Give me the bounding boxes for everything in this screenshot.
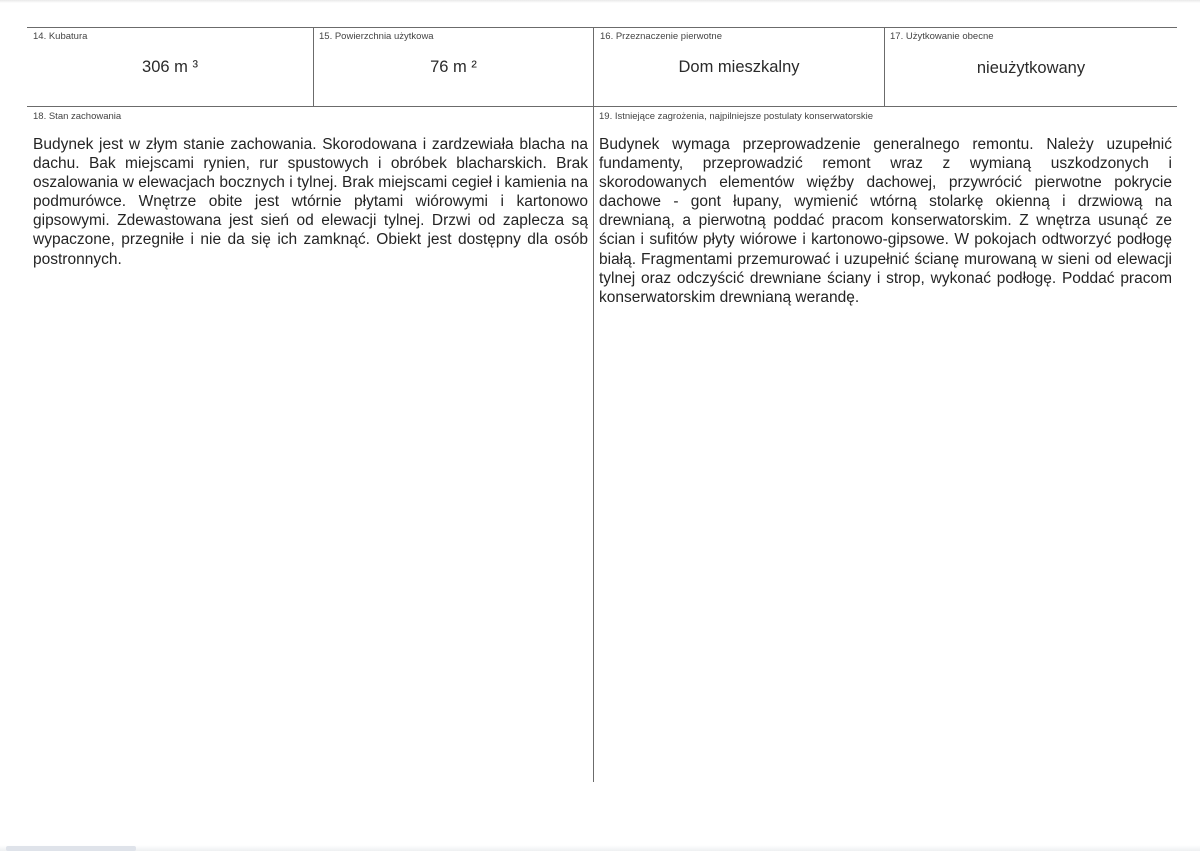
powierzchnia-value: 76 m ²	[430, 58, 477, 76]
row-divider	[27, 106, 1177, 107]
przeznaczenie-label: 16. Przeznaczenie pierwotne	[600, 31, 722, 42]
stan-label: 18. Stan zachowania	[33, 111, 122, 122]
stan-text: Budynek jest w złym stanie zachowania. Skorodowana i zardzewiała blacha na dachu. Bak miejscami rynien, rur spustowych i obróbek blacharskich. Brak oszalowania w elewacjach bocznych i tylnej. Brak miejscami cegieł i kamienia na podmurówce. Wnętrze obite jest wtórnie płytami wiórowymi i kartonowo gipsowymi. Zdewastowana jest sień od elewacji tylnej. Drzwi od zaplecza są wypaczone, przegniłe i nie da się ich zamknąć. Obiekt jest dostępny dla osób postronnych.	[33, 136, 588, 268]
scan-smudge	[6, 846, 136, 851]
powierzchnia-label: 15. Powierzchnia użytkowa	[319, 31, 434, 42]
kubatura-label: 14. Kubatura	[33, 31, 88, 42]
uzytkowanie-label: 17. Użytkowanie obecne	[890, 31, 994, 42]
scan-edge-bottom	[0, 845, 1200, 851]
kubatura-value: 306 m ³	[142, 58, 198, 76]
column-divider	[593, 27, 594, 782]
scan-edge-top	[0, 0, 1200, 3]
zagrozenia-label: 19. Istniejące zagrożenia, najpilniejsze postulaty konserwatorskie	[599, 111, 874, 122]
zagrozenia-text: Budynek wymaga przeprowadzenie generalnego remontu. Należy uzupełnić fundamenty, przeprowadzić remont wraz z wymianą uszkodzonych i skorodowanych elementów więźby dachowej, przywrócić pierwotne pokrycie dachowe - gont łupany, wymienić wtórną stolarkę okienną i drzwiową na drewnianą, a pierwotną poddać pracom konserwatorskim. Z wnętrza usunąć ze ścian i sufitów płyty wiórowe i kartonowo-gipsowe. W pokojach odtworzyć podłogę białą. Fragmentami przemurować i uzupełnić ścianę murowaną w sieni od elewacji tylnej oraz odczyścić drewniane ściany i strop, wykonać podłogę. Poddać pracom konserwatorskim drewnianą werandę.	[599, 136, 1172, 306]
przeznaczenie-value: Dom mieszkalny	[678, 58, 800, 76]
uzytkowanie-value: nieużytkowany	[976, 59, 1086, 77]
table-top-border	[27, 27, 1177, 28]
